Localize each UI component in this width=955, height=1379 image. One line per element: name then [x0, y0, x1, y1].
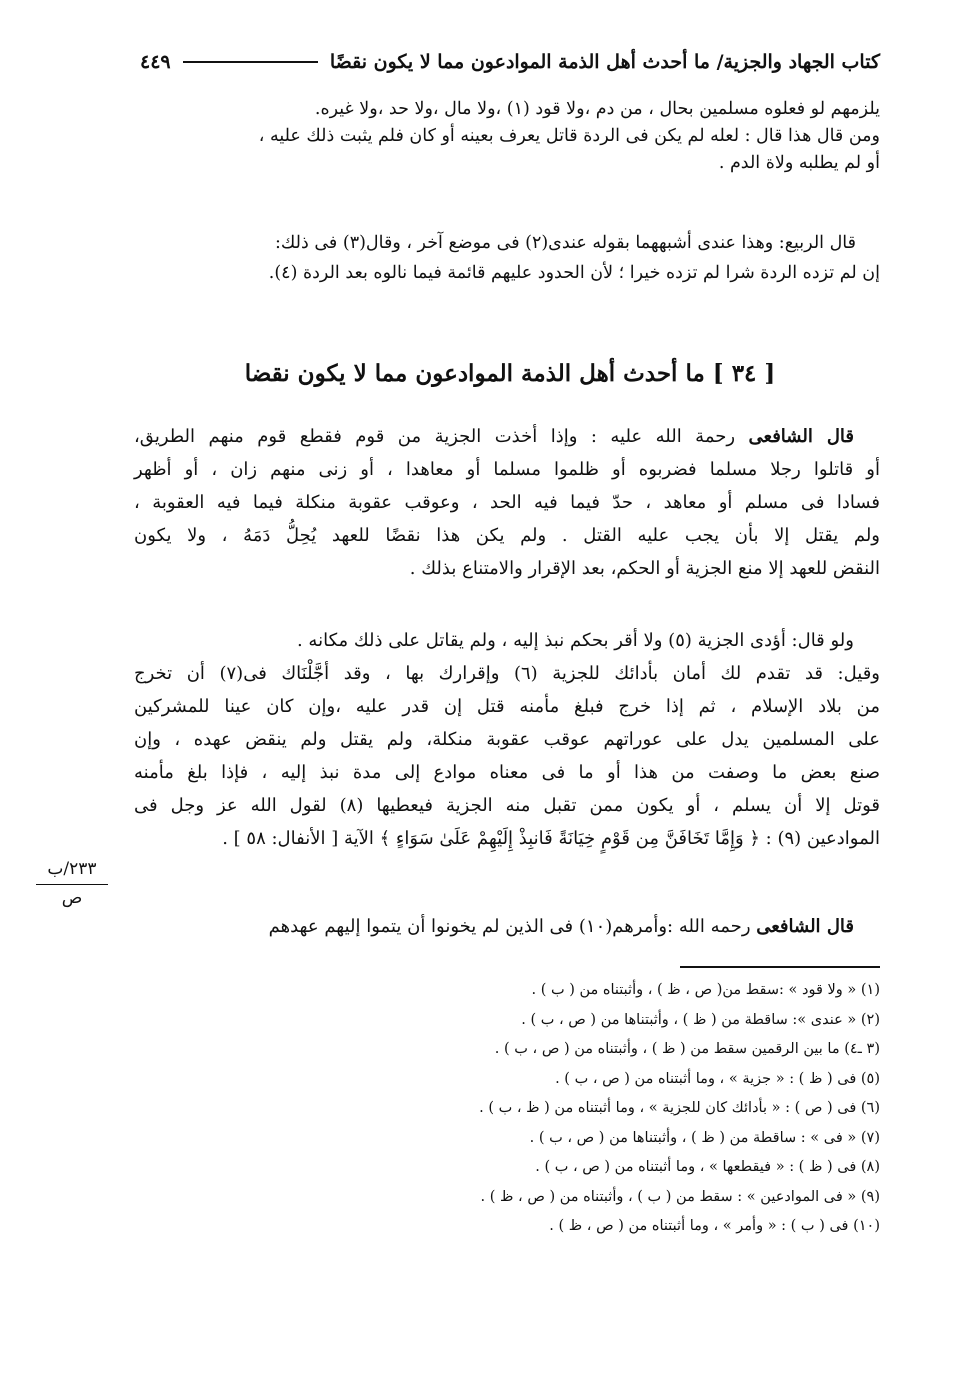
quran-verse-line: الموادعين (٩) : ﴿ وَإِمَّا تَخَافَنَّ مِن قَوْمٍ خِيَانَةً فَانبِذْ إِلَيْهِمْ عَلَىٰ سَوَاءٍ ﴾ الآية [ الأنفال: ٥٨ ] . — [222, 828, 880, 849]
section-heading: [ ٣٤ ] ما أحدث أهل الذمة الموادعون مما لا يكون نقضا — [244, 360, 776, 387]
footnote: (١٠) فى ( ب ) : « وأمر » ، وما أثبتناه من ( ص ، ظ ) . — [549, 1218, 880, 1234]
footnote-separator — [680, 966, 880, 968]
main-paragraph-1 — [134, 420, 880, 585]
text-line: إن لم تزده الردة شرا لم تزده خيرا ؛ لأن الحدود عليهم قائمة فيما نالوه بعد الردة (٤). — [268, 263, 880, 283]
text-line: على المسلمين يدل على عوراتهم عوقب عقوبة منكلة، ولم يقتل ولم ينقض عهده ، وإن — [134, 729, 880, 750]
footnote: (٦) فى ( ص ) : « بأدائك كان للجزية » ، وما أثبتناه من ( ظ ، ب ) . — [479, 1100, 880, 1116]
running-header — [140, 46, 880, 78]
text-line: قال الشافعى رحمه الله :وأمرهم(١٠) فى الذين لم يخونوا أن يتموا إليهم عهدهم — [268, 916, 854, 937]
text-line: وقيل: قد تقدم لك أمان بأدائك للجزية (٦) وإقرارك بها ، وقد أجَّلْنَاك فى(٧) أن تخرج — [134, 663, 880, 684]
text-line: قال الربيع: وهذا عندى أشبههما بقوله عندى(٢) فى موضع آخر ، وقال(٣) فى ذلك: — [275, 233, 856, 253]
main-paragraph-3 — [134, 910, 880, 943]
footnote: (٨) فى ( ظ ) : « فيقطعها » ، وما أثبتناه من ( ص ، ب ) . — [535, 1159, 880, 1175]
header-rule — [183, 61, 318, 63]
manuscript-letter: ص — [61, 888, 83, 908]
main-paragraph-2 — [134, 624, 880, 855]
text-line: النقض للعهد إلا منع الجزية أو الحكم، بعد الإقرار والامتناع بذلك . — [409, 558, 880, 579]
running-header-title: كتاب الجهاد والجزية/ ما أحدث أهل الذمة الموادعون مما لا يكون نقضًا — [329, 51, 880, 73]
footnote: (٧) « فى » : ساقطة من ( ظ ) ، وأثبتناها من ( ص ، ب ) . — [529, 1129, 880, 1146]
paragraph-rabi — [140, 228, 880, 288]
text-line: ولو قال: أؤدى الجزية (٥) ولا أقر بحكم نبذ إليه ، ولم يقاتل على ذلك مكانه . — [296, 630, 854, 651]
speaker-name: قال الشافعى — [756, 916, 854, 937]
text-line: أو لم يطلبه ولاة الدم . — [718, 153, 880, 173]
text-line: يلزمهم لو فعلوه مسلمين بحال ، من دم ،ولا قود (١) ،ولا مال ،ولا حد ،ولا غيره. — [314, 99, 880, 119]
text-line: ولم يقتل إلا بأن يجب عليه القتل . ولم يكن هذا نقضًا للعهد يُحِلُّ دَمَهُ ، ولا يكون — [134, 525, 880, 546]
text-line: قال الشافعى رحمة الله عليه : وإذا أخذت الجزية من قوم فقطع قوم منهم الطريق، — [134, 426, 854, 447]
paragraph-continuation — [140, 96, 880, 177]
page-number: ٤٤٩ — [140, 51, 171, 73]
footnote: (١) « ولا قود » :سقط من( ص ، ظ ) ، وأثبتناه من ( ب ) . — [531, 982, 880, 998]
text-line: أو قاتلوا رجلا مسلما فضربوه أو ظلموا مسلما أو معاهدا ، أو زنى منهم زان ، أو أظهر — [134, 459, 880, 480]
footnotes — [300, 976, 880, 1242]
text-line: فسادا فى مسلم أو معاهد ، حدّ فيما فيه الحد ، وعوقب عقوبة منكلة فيما فيه العقوبة ، — [134, 492, 880, 513]
manuscript-margin-note — [36, 856, 108, 911]
text-line: ومن قال هذا قال : لعله لم يكن فى الردة قاتل يعرف بعينه أو كان فلم يثبت ذلك عليه ، — [258, 126, 880, 146]
text-line: قوتل إلا أن يسلم ، أو يكون ممن تقبل منه الجزية فيعطيها (٨) لقول الله عز وجل فى — [134, 795, 880, 816]
speaker-name: قال الشافعى — [748, 426, 854, 447]
text-line: صنع بعض ما وصفت من هذا أو ما فى معناه موادع إلى مدة نبذ إليه ، فإذا بلغ مأمنه — [134, 762, 880, 783]
footnote: (٥) فى ( ظ ) : « جزية » ، وما أثبتناه من ( ص ، ب ) . — [555, 1070, 880, 1087]
footnote: (٣ ـ٤) ما بين الرقمين سقط من ( ظ ) ، وأثبتناه من ( ص ، ب ) . — [494, 1041, 880, 1057]
footnote: (٩) « فى الموادعين » : سقط من ( ب ) ، وأثبتناه من ( ص ، ظ ) . — [480, 1188, 880, 1205]
footnote: (٢) « عندى »: ساقطة من ( ظ ) ، وأثبتناها من ( ص ، ب ) . — [521, 1011, 880, 1028]
text-line: من بلاد الإسلام ، ثم إذا خرج فبلغ مأمنه قتل إن قدر عليه ،وإن كان عينا للمشركين — [134, 696, 880, 717]
manuscript-folio-ref: ٢٣٣/ب — [36, 856, 108, 885]
